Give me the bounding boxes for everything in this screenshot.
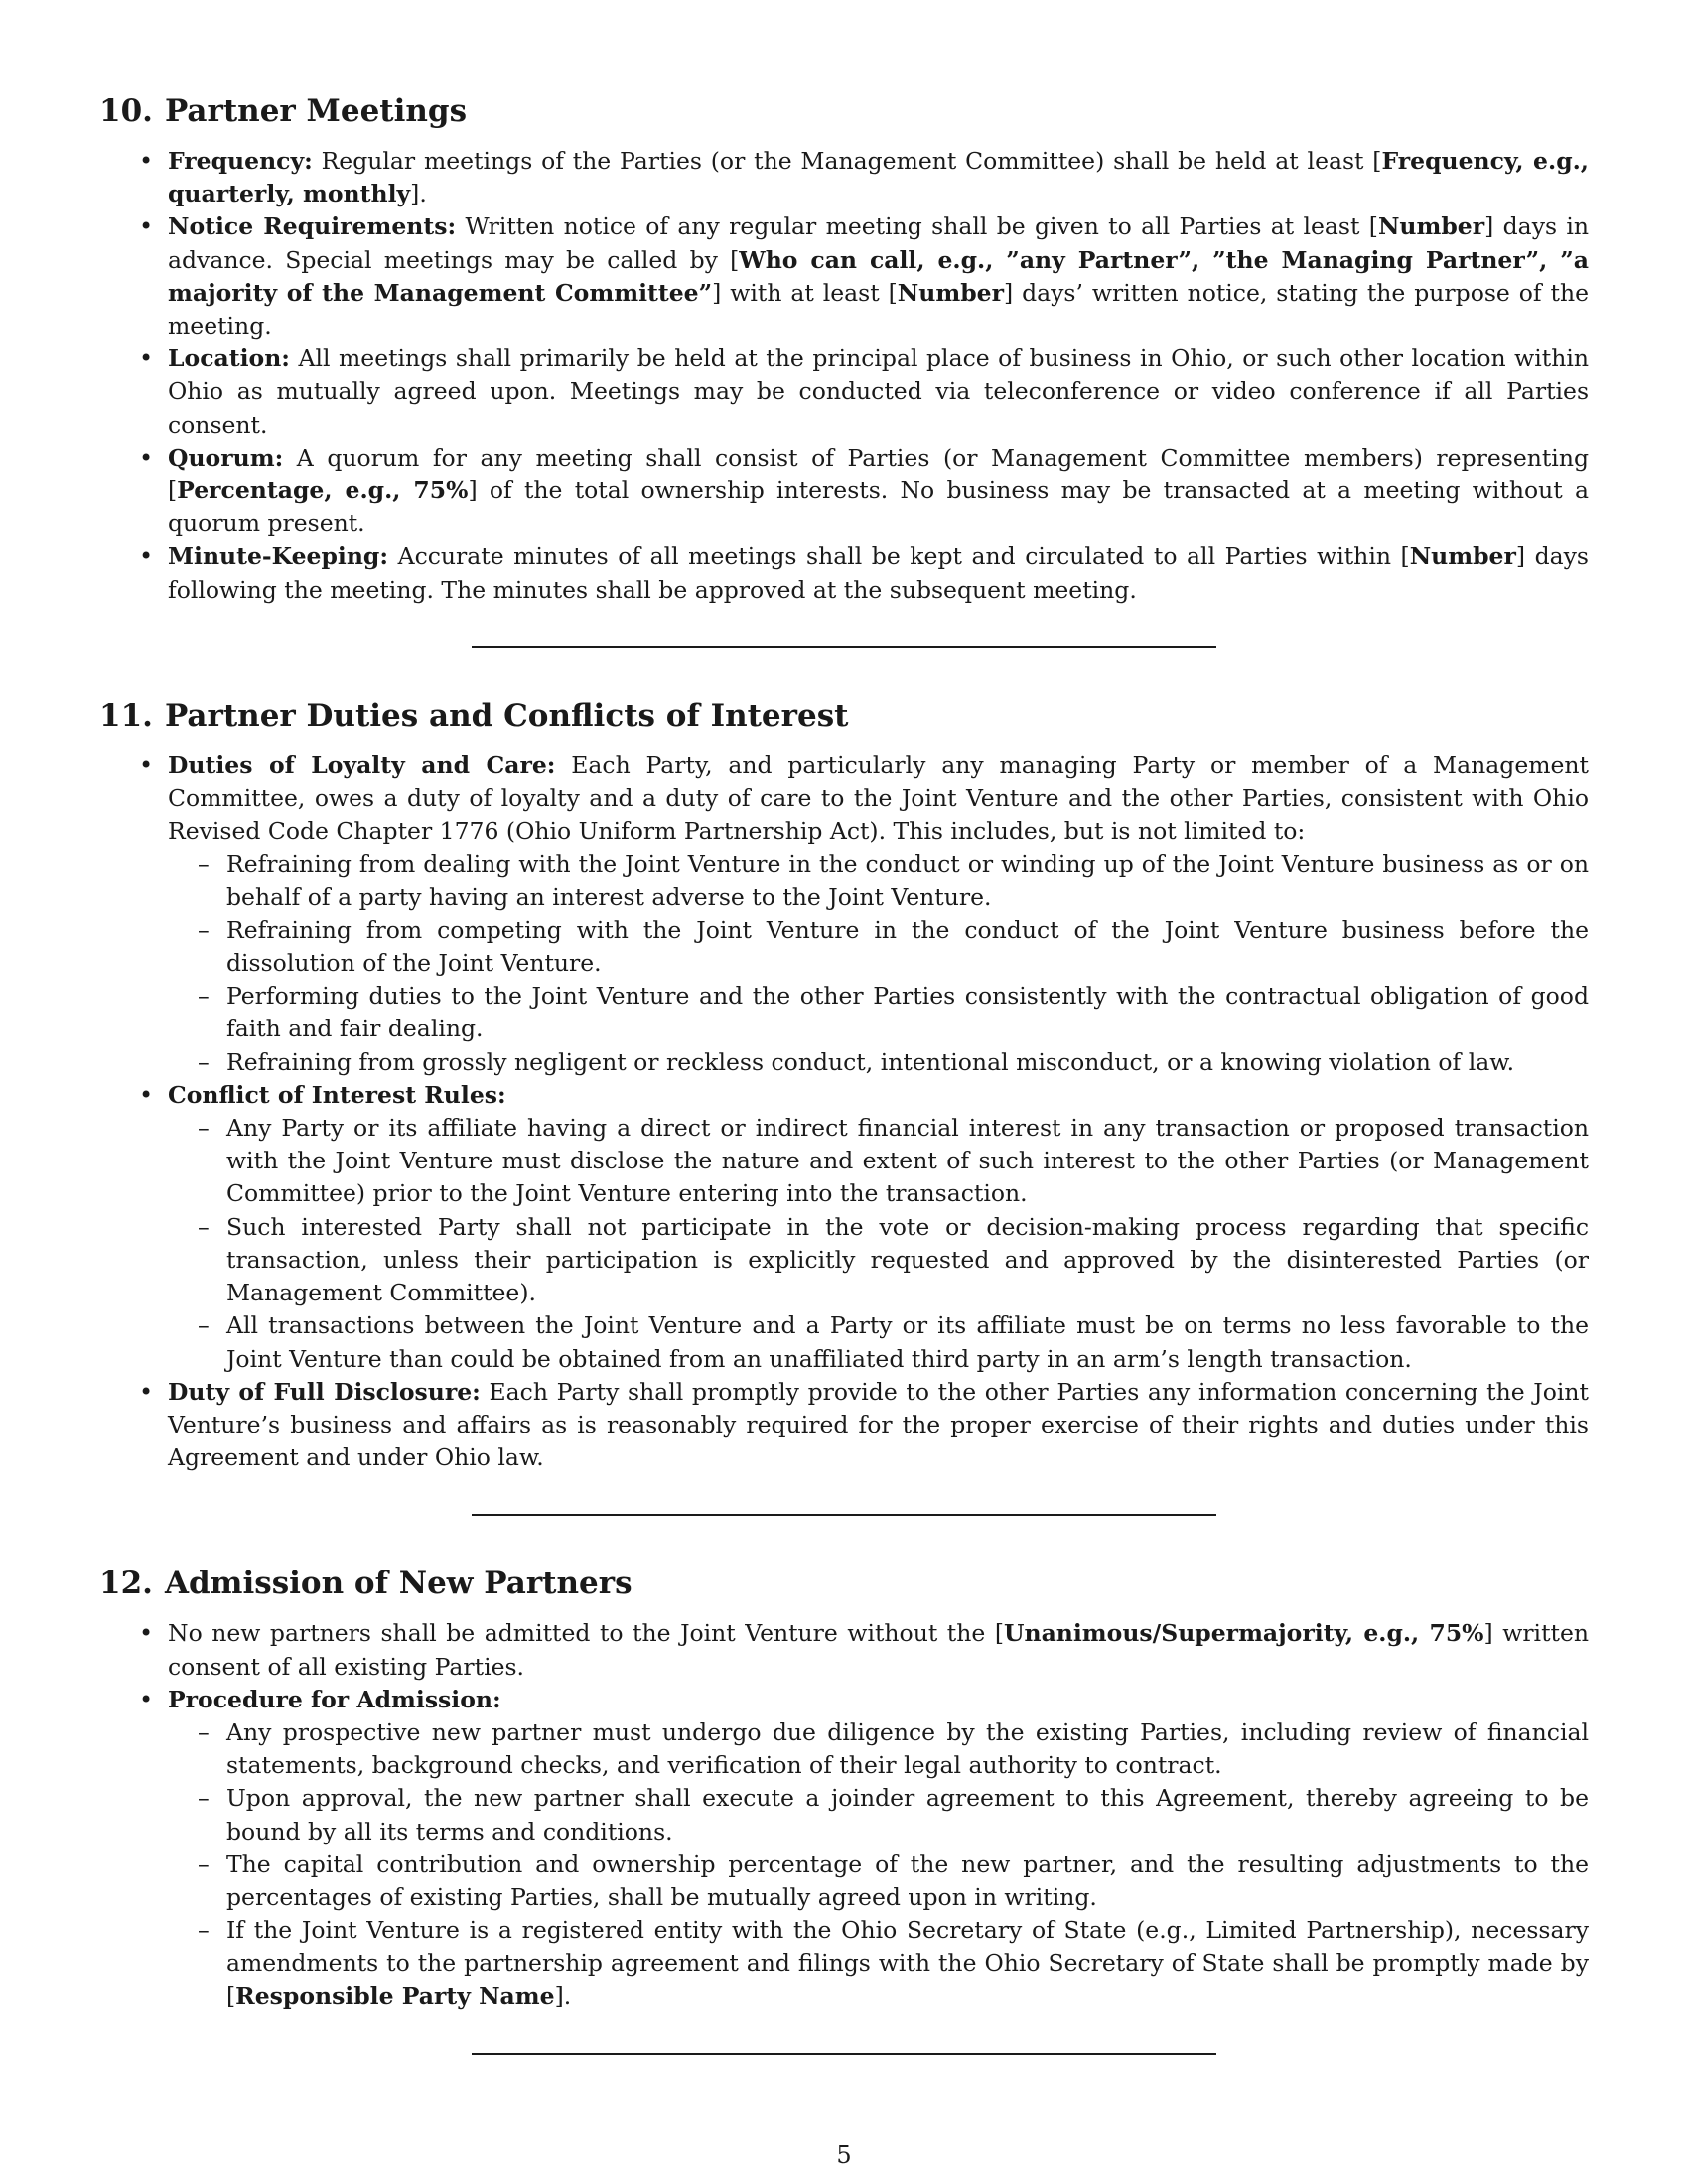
bold-text: Quorum: (168, 443, 284, 472)
bold-text: Number (1377, 212, 1485, 241)
text-run: Each Party shall promptly provide to the other Parties any information concerning the Joint Venture’s business and affairs as is reasonably required for the proper exercise of their rights and duties under this Agreement and under Ohio law. (168, 1377, 1589, 1472)
sub-list-item: – Any prospective new partner must undergo due diligence by the existing Parties, including review of financial statements, background checks, and verification of their legal authority to contract. (168, 1716, 1589, 1782)
text-run: ] days following the meeting. The minutes shall be approved at the subsequent meeting. (168, 542, 1589, 604)
list-item (99, 750, 1589, 1079)
text-run: Regular meetings of the Parties (or the Management Committee) shall be held at least [ (312, 147, 1382, 175)
section-heading-partner-meetings (99, 91, 1589, 131)
section-title: Partner Duties and Conflicts of Interest (164, 697, 849, 734)
bold-text: Minute-Keeping: (168, 542, 389, 571)
list-item (99, 145, 1589, 210)
text-run: ] written consent of all existing Parties. (168, 1619, 1589, 1681)
text-run: A quorum for any meeting shall consist of Parties (or Management Committee members) representing [ (168, 443, 1589, 505)
text-run: If the Joint Venture is a registered entity with the Ohio Secretary of State (e.g., Limited Partnership), necessary amendments to the partnership agreement and filings with the Ohio Secretary of State shall be promptly made by [ (226, 1916, 1589, 2010)
section-number: 10. (99, 93, 153, 129)
list-item (99, 540, 1589, 606)
bold-text: Frequency: (168, 147, 313, 175)
bold-text: Conflict of Interest Rules: (168, 1080, 506, 1109)
sub-list-item: – Performing duties to the Joint Venture and the other Parties consistently with the contractual obligation of good faith and fair dealing. (168, 980, 1589, 1045)
text-run: ] days in advance. Special meetings may be called by [ (168, 212, 1590, 274)
section-heading-admission-of-new-partners (99, 1564, 1589, 1603)
bold-text: Procedure for Admission: (168, 1685, 501, 1713)
sub-list (168, 1112, 1589, 1376)
bold-text: Duty of Full Disclosure: (168, 1377, 481, 1406)
sub-list (168, 1716, 1589, 2013)
text-run: Written notice of any regular meeting shall be given to all Parties at least [ (456, 212, 1378, 241)
sub-list-item (168, 1914, 1589, 2013)
list-item (99, 1376, 1589, 1475)
section-number: 11. (99, 697, 153, 734)
section-title: Admission of New Partners (164, 1566, 633, 1602)
section-heading-partner-duties-and-conflicts-of-interest (99, 696, 1589, 736)
sub-list-item: – Any Party or its affiliate having a direct or indirect financial interest in any transaction or proposed transaction with the Joint Venture must disclose the nature and extent of such interest to the other Parties (or Management Committee) prior to the Joint Venture entering into the transaction. (168, 1112, 1589, 1211)
bold-text: Duties of Loyalty and Care: (168, 751, 556, 779)
section-divider (472, 2053, 1216, 2055)
text-run: ]. (554, 1981, 572, 2010)
bold-text: Unanimous/Supermajority, e.g., 75% (1003, 1619, 1484, 1648)
sub-list (168, 848, 1589, 1078)
bold-text: Number (1409, 542, 1516, 571)
sub-list-item: – The capital contribution and ownership percentage of the new partner, and the resulting adjustments to the percentages of existing Parties, shall be mutually agreed upon in writing. (168, 1848, 1589, 1914)
bold-text: Location: (168, 344, 290, 373)
text-run: ] days’ written notice, stating the purpose of the meeting. (168, 278, 1589, 341)
section-list (99, 145, 1589, 607)
text-run: ]. (410, 180, 427, 208)
sub-list-item: – Refraining from competing with the Joint Venture in the conduct of the Joint Venture business before the dissolution of the Joint Venture. (168, 914, 1589, 980)
text-run: ] of the total ownership interests. No business may be transacted at a meeting without a quorum present. (168, 477, 1590, 538)
sub-list-item: – Refraining from grossly negligent or reckless conduct, intentional misconduct, or a knowing violation of law. (168, 1046, 1589, 1079)
section-divider (472, 1514, 1216, 1516)
document-body (99, 91, 1589, 2055)
text-run: No new partners shall be admitted to the Joint Venture without the [ (168, 1619, 1004, 1648)
bold-text: Number (897, 278, 1004, 307)
text-run: All meetings shall primarily be held at the principal place of business in Ohio, or such other location within Ohio as mutually agreed upon. Meetings may be conducted via teleconference or video conference if all Parties consent. (168, 344, 1589, 439)
sub-list-item: – Such interested Party shall not participate in the vote or decision-making process regarding that specific transaction, unless their participation is explicitly requested and approved by the disinterested Parties (or Management Committee). (168, 1211, 1589, 1310)
list-item (99, 1684, 1589, 2013)
sub-list-item: – All transactions between the Joint Venture and a Party or its affiliate must be on terms no less favorable to the Joint Venture than could be obtained from an unaffiliated third party in an arm’s length transaction. (168, 1309, 1589, 1375)
sub-list-item: – Refraining from dealing with the Joint Venture in the conduct or winding up of the Joint Venture business as or on behalf of a party having an interest adverse to the Joint Venture. (168, 848, 1589, 913)
section-list (99, 1617, 1589, 2012)
section-divider (472, 646, 1216, 648)
text-run: ] with at least [ (712, 278, 898, 307)
bold-text: Percentage, e.g., 75% (177, 477, 469, 505)
list-item (99, 1079, 1589, 1376)
section-list (99, 750, 1589, 1474)
list-item (99, 442, 1589, 541)
page-number: 5 (836, 2141, 852, 2169)
list-item (99, 210, 1589, 342)
list-item (99, 342, 1589, 442)
bold-text: Notice Requirements: (168, 212, 457, 241)
bold-text: Who can call, e.g., ”any Partner”, ”the Managing Partner”, ”a majority of the Management Committee” (168, 245, 1590, 307)
list-item (99, 1617, 1589, 1683)
section-number: 12. (99, 1566, 153, 1602)
sub-list-item: – Upon approval, the new partner shall execute a joinder agreement to this Agreement, thereby agreeing to be bound by all its terms and conditions. (168, 1782, 1589, 1847)
text-run: Each Party, and particularly any managing Party or member of a Management Committee, owes a duty of loyalty and a duty of care to the Joint Venture and the other Parties, consistent with Ohio Revised Code Chapter 1776 (Ohio Uniform Partnership Act). This includes, but is not limited to: (168, 751, 1589, 846)
bold-text: Responsible Party Name (235, 1981, 555, 2010)
bold-text: Frequency, e.g., quarterly, monthly (168, 147, 1589, 208)
section-title: Partner Meetings (164, 93, 468, 129)
text-run: Accurate minutes of all meetings shall be kept and circulated to all Parties within [ (388, 542, 1410, 571)
